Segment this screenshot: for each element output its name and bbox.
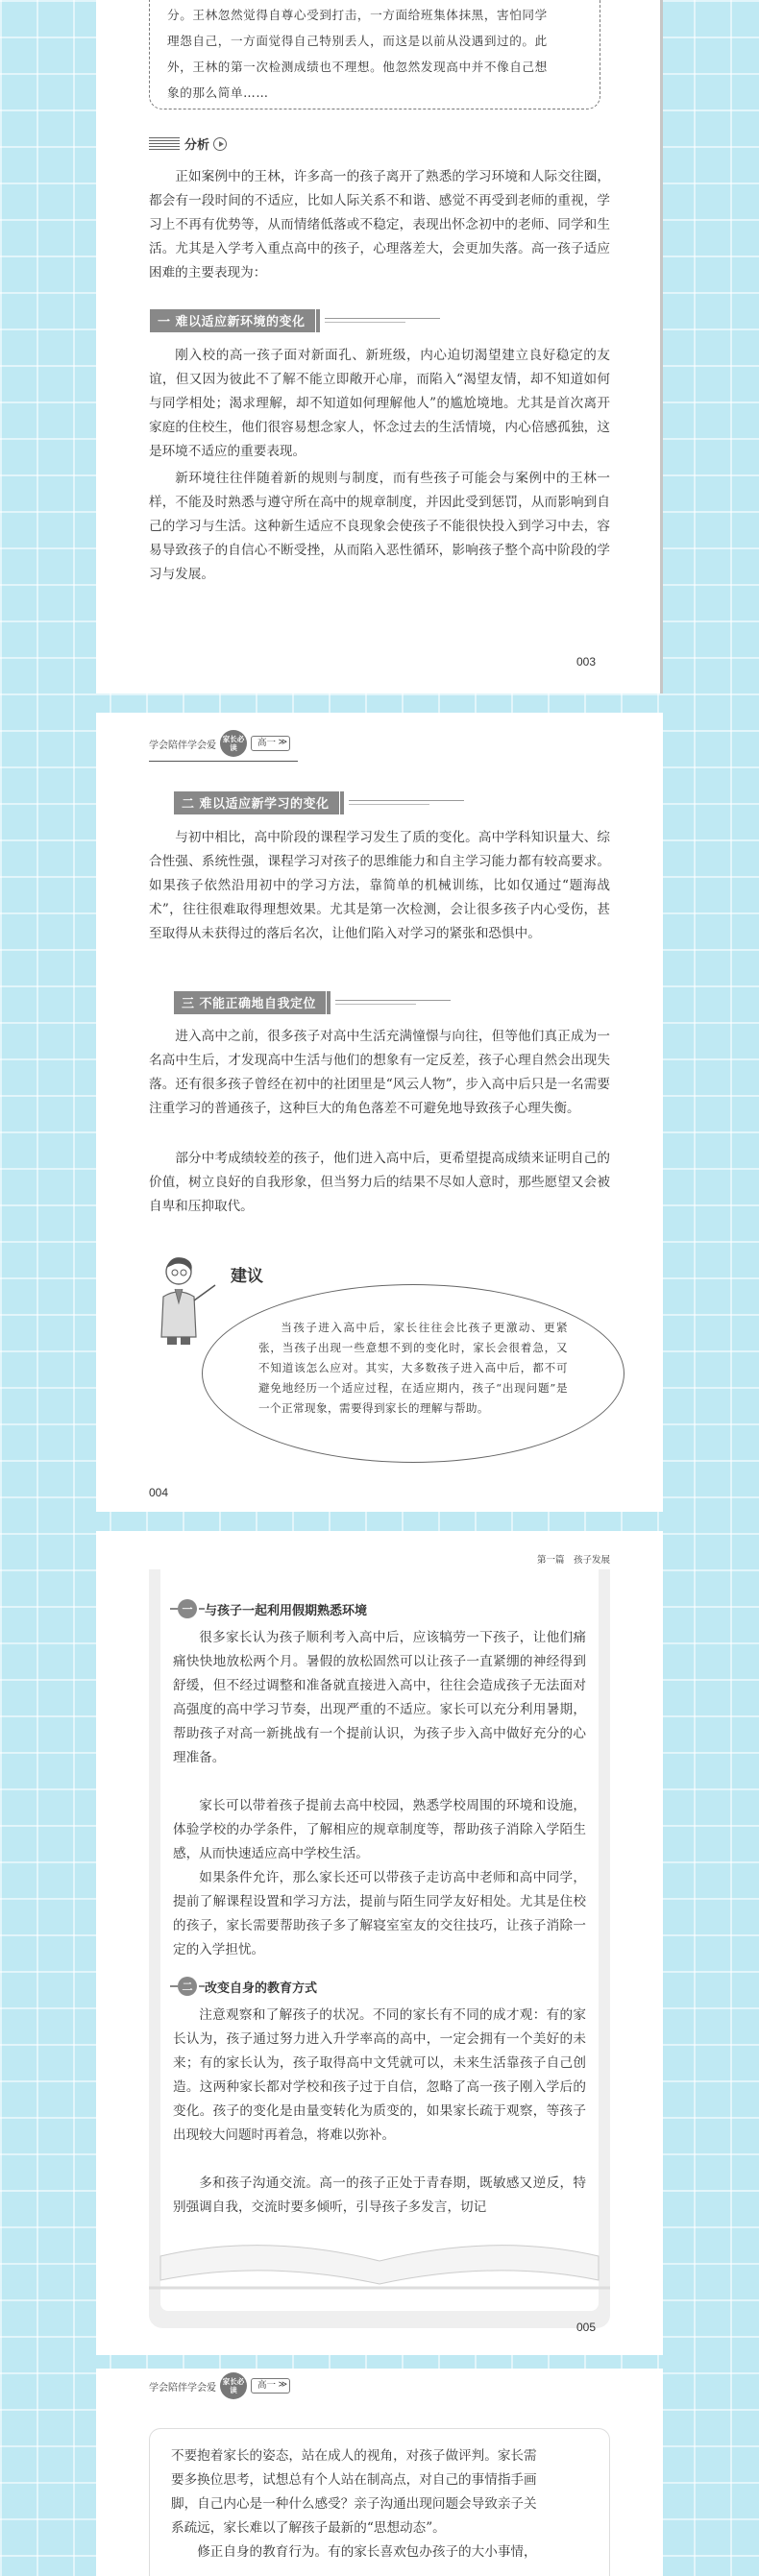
subheading-label: 改变自身的教育方式	[205, 1981, 318, 1996]
case-line: 象的那么简单……	[167, 85, 269, 100]
advice-bubble	[202, 1284, 624, 1463]
chapter-header: 第一篇 孩子发展	[536, 1555, 610, 1566]
advice-text: 当孩子进入高中后，家长往往会比孩子更激动、更紧张，当孩子出现一些意想不到的变化时，家长会很着急，又不知道该怎么应对。其实，大多数孩子进入高中后，都不可避免地经历一个适应过程，在适应期内，孩子“出现问题”是一个正常现象，需要得到家长的理解与帮助。	[258, 1321, 568, 1415]
case-line: 分。王林忽然觉得自尊心受到打击，一方面给班集体抹黑，害怕同学	[167, 8, 548, 22]
heading-decoration	[349, 798, 464, 808]
analysis-label: 分析	[184, 138, 210, 153]
paragraph: 与初中相比，高中阶段的课程学习发生了质的变化。高中学科知识量大、综合性强、系统性强，课程学习对孩子的思维能力和自主学习能力都有较高要求。如果孩子依然沿用初中的学习方法，靠简单的机械训练，比如仅通过“题海战术”，往往很难取得理想效果。尤其是第一次检测，会让很多孩子内心受伤，甚至取得从未获得过的落后名次，让他们陷入对学习的紧张和恐惧中。	[149, 830, 610, 941]
subheading-2	[178, 1977, 317, 1996]
text-line: 系疏远，家长难以了解孩子最新的“思想动态”。	[171, 2520, 446, 2536]
paragraph: 注意观察和了解孩子的状况。不同的家长有不同的成才观：有的家长认为，孩子通过努力进入升学率高的高中，一定会拥有一个美好的未来；有的家长认为，孩子取得高中文凭就可以，未来生活靠孩子自己创造。这两种家长都对学校和孩子过于自信，忽略了高一孩子刚入学后的变化。孩子的变化是由量变转化为质变的，如果家长疏于观察，等孩子出现较大问题时再着急，将难以弥补。	[173, 2007, 586, 2143]
open-book-decoration	[149, 2203, 610, 2299]
heading-decoration	[335, 998, 451, 1008]
analysis-paragraph: 正如案例中的王林，许多高一的孩子离开了熟悉的学习环境和人际交往圈，都会有一段时间的不适应，比如人际关系不和谐、感觉不再受到老师的重视，学习上不再有优势等，从而情绪低落或不稳定，表现出怀念初中的老师、同学和生活。尤其是入学考入重点高中的孩子，心理落差大，会更加失落。高一孩子适应困难的主要表现为：	[149, 169, 610, 280]
paragraph: 进入高中之前，很多孩子对高中生活充满憧憬与向往，但等他们真正成为一名高中生后，才发现高中生活与他们的想象有一定反差，孩子心理自然会出现失落。还有很多孩子曾经在初中的社团里是“风云人物”，步入高中后只是一名需要注重学习的普通孩子，这种巨大的角色落差不可避免地导致孩子心理失衡。	[149, 1029, 610, 1116]
page-number: 003	[576, 655, 597, 668]
case-box	[149, 0, 600, 109]
case-line: 理怨自己，一方面觉得自己特别丢人，而这是以前从没遇到过的。此	[167, 34, 548, 48]
text-line: 脚，自己内心是一种什么感受？亲子沟通出现问题会导致亲子关	[171, 2496, 537, 2512]
paragraph: 如果条件允许，那么家长还可以带孩子走访高中老师和高中同学，提前了解课程设置和学习方法，提前与陌生同学友好相处。尤其是住校的孩子，家长需要帮助孩子多了解寝室室友的交往技巧，让孩子消除一定的入学担忧。	[173, 1870, 586, 1957]
case-line: 外，王林的第一次检测成绩也不理想。他忽然发现高中并不像自己想	[167, 60, 548, 74]
page-004	[96, 713, 663, 1512]
subheading-1	[178, 1599, 367, 1618]
book-title: 学会陪伴学会爱	[149, 2382, 216, 2394]
section-heading-2	[174, 791, 464, 814]
running-header	[149, 730, 290, 757]
play-icon	[213, 137, 227, 151]
paragraph: 家长可以带着孩子提前去高中校园，熟悉学校周围的环境和设施，体验学校的办学条件，了解相应的规章制度等，帮助孩子消除入学陌生感，从而快速适应高中学校生活。	[173, 1798, 586, 1861]
reading-badge: 家长必读	[220, 730, 247, 757]
number-badge: 二	[178, 1977, 197, 1996]
paragraph: 很多家长认为孩子顺利考入高中后，应该犒劳一下孩子，让他们痛痛快快地放松两个月。暑假的放松固然可以让孩子一直紧绷的神经得到舒缓，但不经过调整和准备就直接进入高中，往往会造成孩子无法面对高强度的高中学习节奏，出现严重的不适应。家长可以充分利用暑期，帮助孩子对高一新挑战有一个提前认识，为孩子步入高中做好充分的心理准备。	[173, 1630, 586, 1765]
section-label: 二 难以适应新学习的变化	[174, 791, 339, 814]
text-line: 不要抱着家长的姿态，站在成人的视角，对孩子做评判。家长需	[171, 2448, 537, 2464]
analysis-header	[149, 134, 227, 153]
paragraph: 新环境往往伴随着新的规则与制度，而有些孩子可能会与案例中的王林一样，不能及时熟悉与遵守所在高中的规章制度，并因此受到惩罚，从而影响到自己的学习与生活。这种新生适应不良现象会使孩子不能很快投入到学习中去，容易导致孩子的自信心不断受挫，从而陷入恶性循环，影响孩子整个高中阶段的学习与发展。	[149, 471, 610, 582]
section-label: 三 不能正确地自我定位	[174, 991, 326, 1014]
advice-title: 建议	[231, 1267, 263, 1286]
page-number: 005	[576, 2321, 597, 2334]
page-005	[96, 1531, 663, 2355]
header-rule	[149, 761, 298, 762]
grade-tag: 高一 ≫	[251, 2378, 290, 2394]
paragraph: 部分中考成绩较差的孩子，他们进入高中后，更希望提高成绩来证明自己的价值，树立良好的自我形象，但当努力后的结果不尽如人意时，那些愿望又会被自卑和压抑取代。	[149, 1151, 610, 1214]
page-number: 004	[149, 1486, 169, 1499]
running-header	[149, 2372, 290, 2399]
page-003	[96, 0, 663, 693]
section-heading-1	[150, 309, 440, 332]
section-label: 一 难以适应新环境的变化	[150, 309, 315, 332]
text-line: 修正自身的教育行为。有的家长喜欢包办孩子的大小事情，	[197, 2544, 537, 2560]
teacher-icon	[152, 1251, 219, 1347]
text-line: 要多换位思考，试想总有个人站在制高点，对自己的事情指手画	[171, 2472, 537, 2488]
subheading-label: 与孩子一起利用假期熟悉环境	[205, 1603, 368, 1618]
paragraph: 刚入校的高一孩子面对新面孔、新班级，内心迫切渴望建立良好稳定的友谊，但又因为彼此不了解不能立即敞开心扉，而陷入“渴望友情，却不知道如何与同学相处；渴求理解，却不知道如何理解他人”的尴尬境地。尤其是首次离开家庭的住校生，他们很容易想念家人，怀念过去的生活情境，内心倍感孤独，这是环境不适应的重要表现。	[149, 348, 610, 459]
reading-badge: 家长必读	[220, 2372, 247, 2399]
heading-decoration	[325, 316, 440, 326]
section-heading-3	[174, 991, 451, 1014]
book-title: 学会陪伴学会爱	[149, 740, 216, 751]
page-006	[96, 2369, 663, 2576]
paragraph: 多和孩子沟通交流。高一的孩子正处于青春期，既敏感又逆反，特别强调自我，交流时要多倾听，引导孩子多发言，切记	[173, 2175, 586, 2215]
text-box	[149, 2428, 610, 2576]
number-badge: 一	[178, 1599, 197, 1618]
lines-icon	[149, 137, 180, 151]
grade-tag: 高一 ≫	[251, 736, 290, 751]
